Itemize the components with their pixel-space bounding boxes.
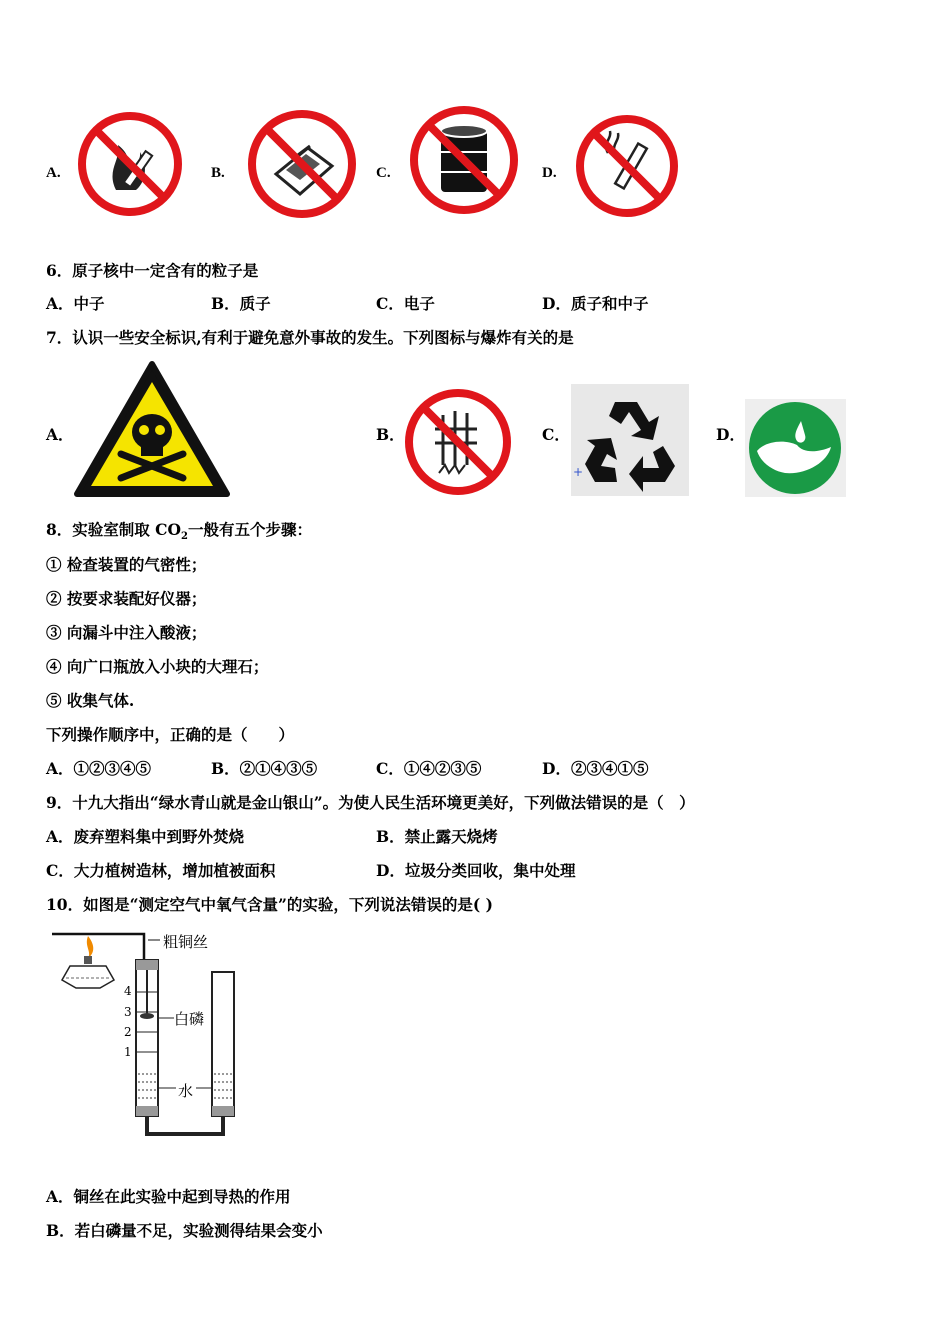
q8-option-c: C．①④②③⑤ xyxy=(376,759,482,778)
q6-option-a: A．中子 xyxy=(46,294,105,313)
water-saving-sign-icon xyxy=(745,399,846,497)
q8-option-b: B．②①④③⑤ xyxy=(211,759,318,778)
q8-option-a: A．①②③④⑤ xyxy=(46,759,152,778)
toxic-warning-sign-icon xyxy=(73,360,231,500)
q5-option-a-label: A. xyxy=(46,165,61,181)
copper-wire-label: 粗铜丝 xyxy=(163,933,209,951)
q9-option-d: D．垃圾分类回收，集中处理 xyxy=(376,861,576,880)
q8-step-1: ① 检查装置的气密性； xyxy=(46,555,207,574)
svg-text:+: + xyxy=(573,465,584,479)
scale-mark-4: 4 xyxy=(124,984,132,998)
q6-question: 6．原子核中一定含有的粒子是 xyxy=(46,261,259,280)
q6-option-d: D．质子和中子 xyxy=(542,294,649,313)
white-phosphorus-label: 白磷 xyxy=(174,1010,205,1028)
q5-option-b-label: B. xyxy=(211,165,225,181)
q10-question: 10．如图是“测定空气中氧气含量”的实验，下列说法错误的是( ) xyxy=(46,895,493,914)
no-fireworks-sign-icon xyxy=(403,387,513,497)
no-fire-sign-icon xyxy=(76,110,184,218)
scale-mark-1: 1 xyxy=(124,1045,132,1059)
q7-option-d-label: D． xyxy=(716,425,745,444)
q9-option-c: C．大力植树造林，增加植被面积 xyxy=(46,861,276,880)
q6-option-c: C．电子 xyxy=(376,294,435,313)
q7-option-b-label: B． xyxy=(376,425,405,444)
q10-option-b: B．若白磷量不足，实验测得结果会变小 xyxy=(46,1221,323,1240)
q7-question: 7．认识一些安全标识,有利于避免意外事故的发生。下列图标与爆炸有关的是 xyxy=(46,328,574,347)
q9-option-b: B．禁止露天烧烤 xyxy=(376,827,498,846)
q8-prompt: 下列操作顺序中，正确的是（ ） xyxy=(46,725,295,744)
q10-option-a: A．铜丝在此实验中起到导热的作用 xyxy=(46,1187,291,1206)
q9-option-a: A．废弃塑料集中到野外焚烧 xyxy=(46,827,245,846)
q8-question: 8．实验室制取 $CO_2$一般有五个步骤： xyxy=(46,520,313,543)
q5-option-c-label: C. xyxy=(376,165,391,181)
no-matches-sign-icon xyxy=(246,108,358,220)
q6-option-b: B．质子 xyxy=(211,294,271,313)
q8-step-4: ④ 向广口瓶放入小块的大理石； xyxy=(46,657,269,676)
q7-option-c-label: C． xyxy=(542,425,570,444)
q8-option-d: D．②③④①⑤ xyxy=(542,759,649,778)
scale-mark-2: 2 xyxy=(124,1025,132,1039)
q8-step-2: ② 按要求装配好仪器； xyxy=(46,589,207,608)
q8-step-5: ⑤ 收集气体. xyxy=(46,691,135,710)
recycle-sign-icon xyxy=(571,384,689,496)
water-label: 水 xyxy=(178,1082,194,1100)
co2-subscript: 2 xyxy=(181,531,188,543)
no-smoking-sign-icon xyxy=(574,113,680,219)
q5-option-d-label: D. xyxy=(542,165,557,181)
oxygen-experiment-diagram xyxy=(48,926,248,1146)
q8-step-3: ③ 向漏斗中注入酸液； xyxy=(46,623,207,642)
q9-question: 9．十九大指出“绿水青山就是金山银山”。为使人民生活环境更美好，下列做法错误的是（ ） xyxy=(46,793,695,812)
scale-mark-3: 3 xyxy=(124,1005,132,1019)
q7-option-a-label: A． xyxy=(46,425,74,444)
no-oil-drum-sign-icon xyxy=(408,104,520,216)
